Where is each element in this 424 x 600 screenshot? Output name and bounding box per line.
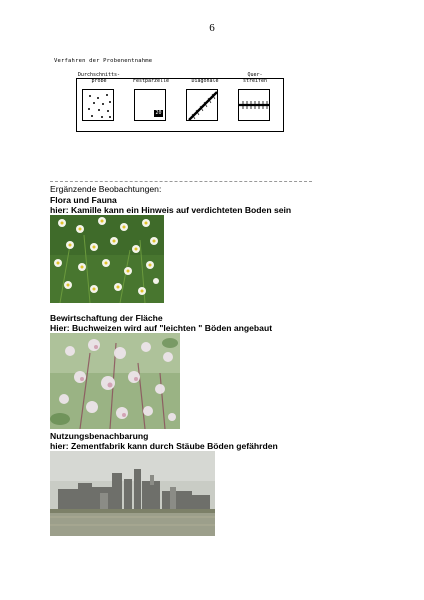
label-festparzelle: Festparzelle <box>132 78 170 84</box>
note-zementfabrik: hier: Zementfabrik kann durch Stäube Böden gefährden <box>50 441 278 451</box>
sample-box-fixed-parcel <box>134 89 166 121</box>
chamomile-photo <box>50 215 164 303</box>
chamomile-image <box>50 215 164 303</box>
divider <box>50 181 312 182</box>
page-number: 6 <box>209 22 215 34</box>
cross-stripes-graphic <box>239 90 270 121</box>
parcel-mark: 20 <box>155 110 162 116</box>
heading-ergaenzende-beobachtungen: Ergänzende Beobachtungen: <box>50 184 162 194</box>
cement-factory-image <box>50 451 215 536</box>
heading-bewirtschaftung: Bewirtschaftung der Fläche <box>50 313 163 323</box>
sample-box-random-dots <box>82 89 114 121</box>
figure-title: Verfahren der Probenentnahme <box>54 58 153 64</box>
label-durchschnittsprobe: Durchschnitts- probe <box>77 72 121 84</box>
buckwheat-photo <box>50 333 180 429</box>
heading-nutzungsbenachbarung: Nutzungsbenachbarung <box>50 431 149 441</box>
random-dots-graphic <box>83 90 114 121</box>
cement-factory-photo <box>50 451 215 536</box>
sample-box-cross-stripes <box>238 89 270 121</box>
note-kamille: hier: Kamille kann ein Hinweis auf verdichteten Boden sein <box>50 205 292 215</box>
subheading-flora-fauna: Flora und Fauna <box>50 195 117 205</box>
label-diagonale: Diagonale <box>191 78 219 84</box>
note-buchweizen: Hier: Buchweizen wird auf "leichten " Böden angebaut <box>50 323 273 333</box>
buckwheat-image <box>50 333 180 429</box>
diagonal-graphic <box>187 90 218 121</box>
label-querstreifen: Quer- streifen <box>242 72 268 84</box>
sample-box-diagonal <box>186 89 218 121</box>
